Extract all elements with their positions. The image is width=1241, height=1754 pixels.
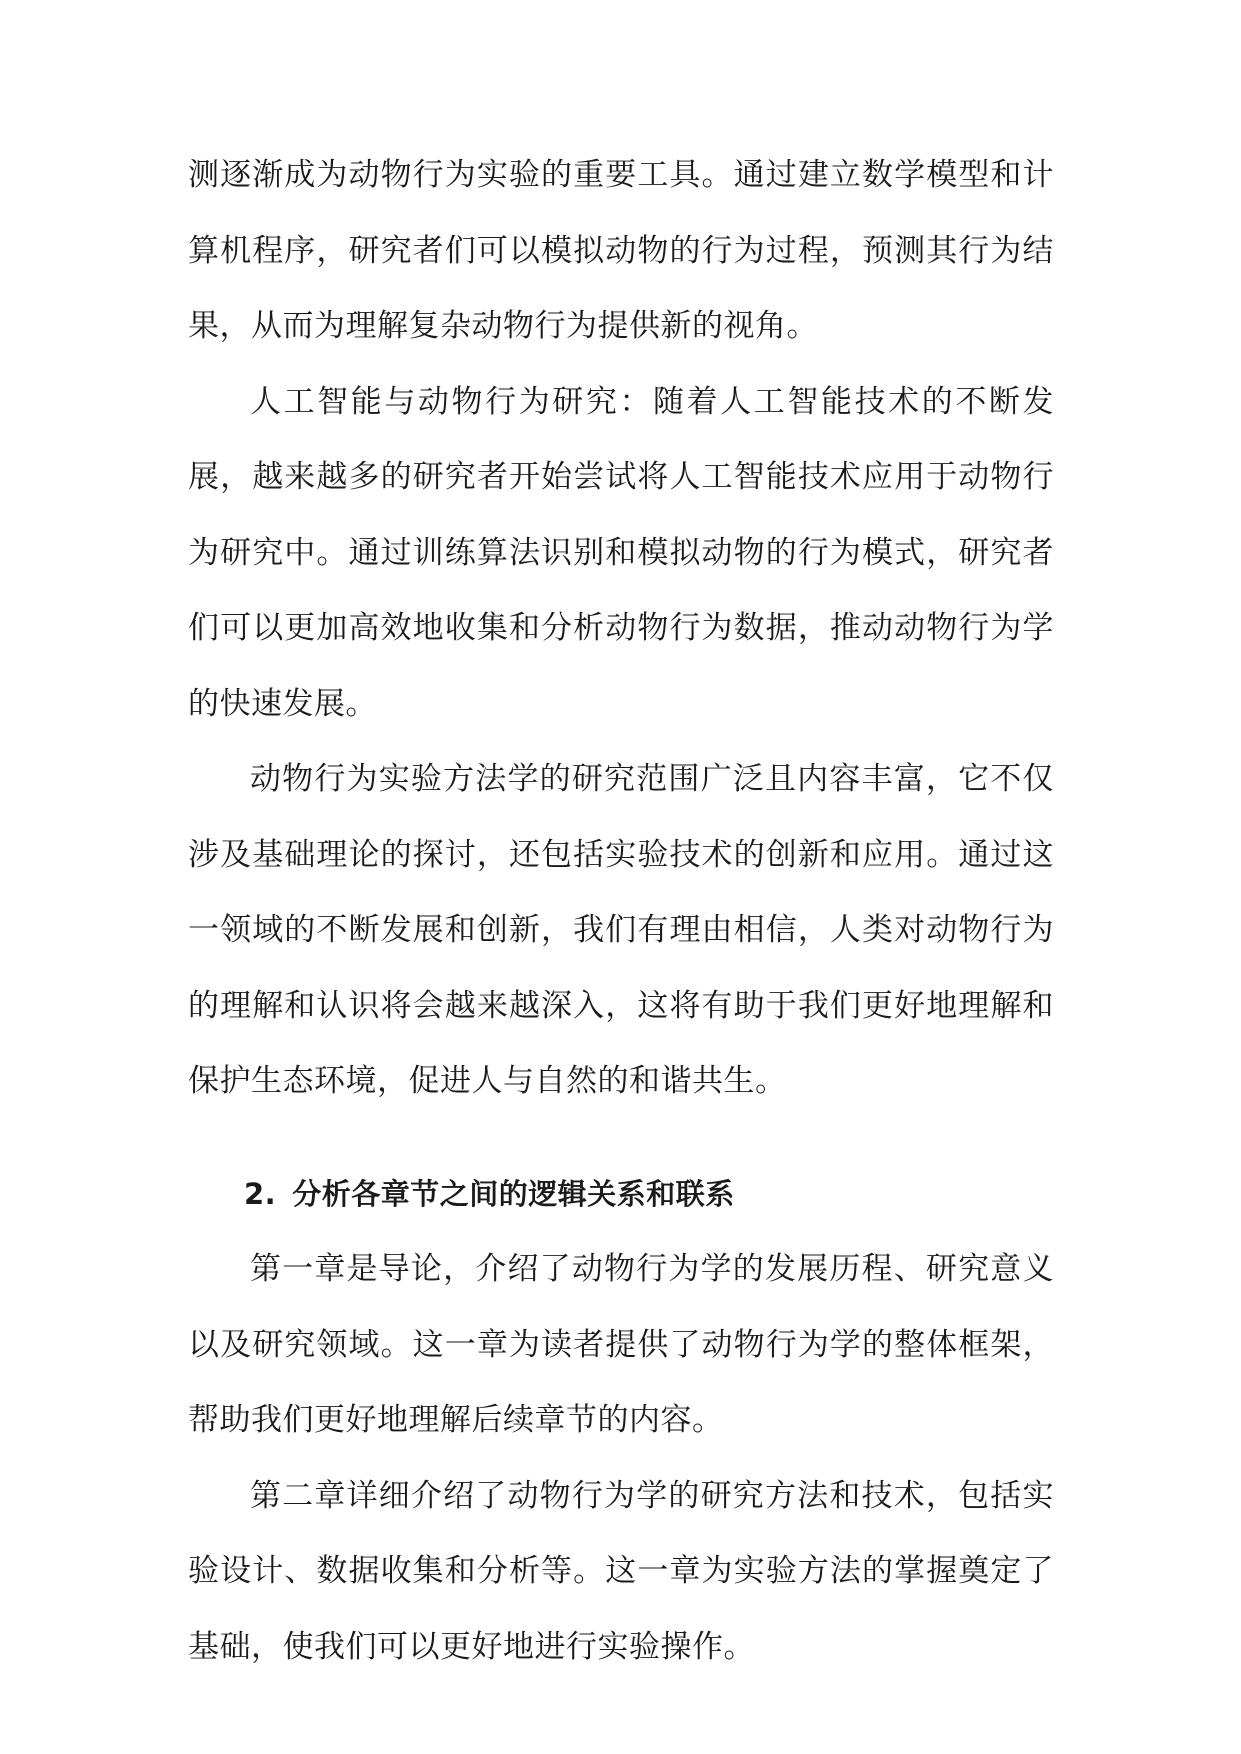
paragraph-methodology-scope: 动物行为实验方法学的研究范围广泛且内容丰富，它不仅涉及基础理论的探讨，还包括实验技术的创新和应用。通过这一领域的不断发展和创新，我们有理由相信，人类对动物行为的理解和认识将会越来越深入，这将有助于我们更好地理解和保护生态环境，促进人与自然的和谐共生。 [188,761,1054,1099]
section-heading [188,1157,1054,1233]
paragraph-chapter-one: 第一章是导论，介绍了动物行为学的发展历程、研究意义以及研究领域。这一章为读者提供了动物行为学的整体框架，帮助我们更好地理解后续章节的内容。 [188,1251,1054,1438]
section-title: 分析各章节之间的逻辑关系和联系 [292,1176,735,1211]
paragraph-continuation: 测逐渐成为动物行为实验的重要工具。通过建立数学模型和计算机程序，研究者们可以模拟动物的行为过程，预测其行为结果，从而为理解复杂动物行为提供新的视角。 [188,157,1054,344]
document-body [188,138,1054,1685]
paragraph-ai-animal-behavior: 人工智能与动物行为研究：随着人工智能技术的不断发展，越来越多的研究者开始尝试将人工智能技术应用于动物行为研究中。通过训练算法识别和模拟动物的行为模式，研究者们可以更加高效地收集和分析动物行为数据，推动动物行为学的快速发展。 [188,383,1054,722]
section-number: 2. [244,1176,277,1211]
paragraph-chapter-two: 第二章详细介绍了动物行为学的研究方法和技术，包括实验设计、数据收集和分析等。这一章为实验方法的掌握奠定了基础，使我们可以更好地进行实验操作。 [188,1477,1054,1665]
